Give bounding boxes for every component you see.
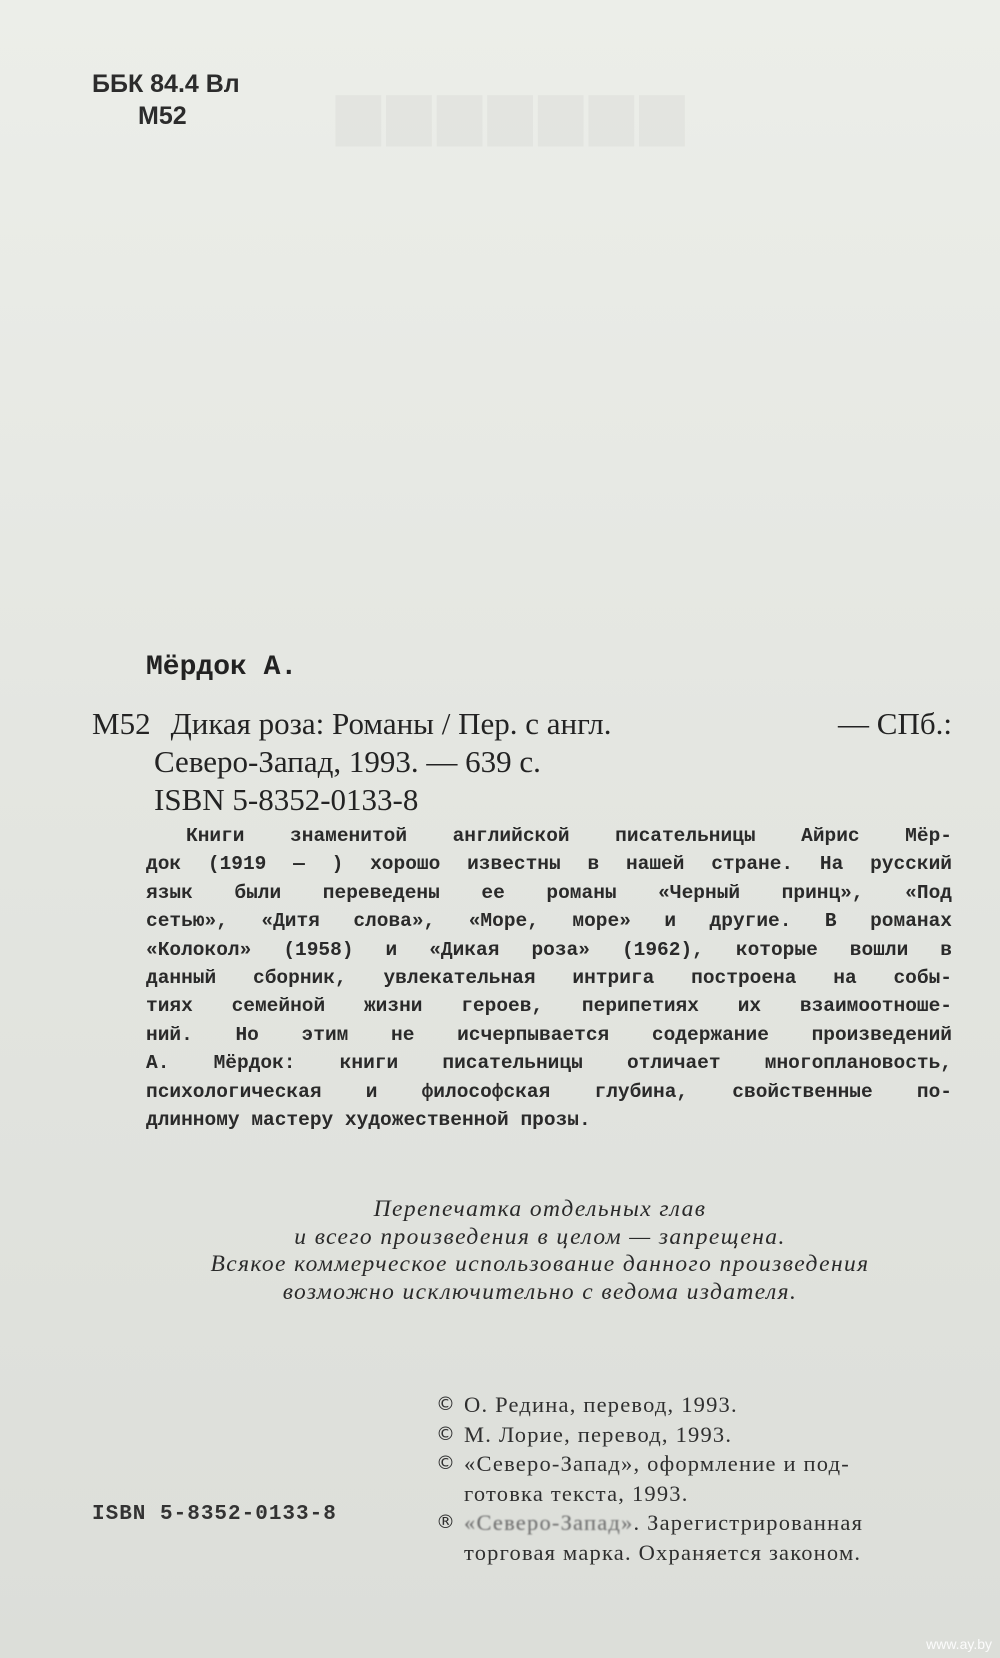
annotation-paragraph [146, 822, 952, 1134]
copyright-icon: © [436, 1393, 457, 1415]
author-mark-code: М52 [138, 102, 187, 130]
notice-line: Перепечатка отдельных глав [373, 1196, 707, 1222]
copyright-text: «Северо-Запад», оформление и под- [464, 1451, 850, 1477]
bib-title: Дикая роза: Романы / Пер. с англ. [170, 706, 612, 741]
bib-line-1 [92, 705, 952, 743]
bib-publisher-city: — СПб.: [838, 706, 952, 741]
notice-line: и всего произведения в целом — запрещена. [294, 1223, 786, 1250]
trademark-text-rest: . Зарегистрированная [633, 1510, 864, 1536]
annotation-line: док (1919 — ) хорошо известны в нашей стране. На русский [146, 853, 952, 876]
copyright-icon: © [436, 1422, 457, 1445]
bib-line-2: Северо-Запад, 1993. — 639 с. [154, 744, 541, 779]
bib-mark: М52 [92, 706, 151, 741]
isbn-footer: ISBN 5-8352-0133-8 [92, 1503, 337, 1526]
copyright-item [436, 1390, 956, 1420]
notice-line: Всякое коммерческое использование данного произведения [210, 1251, 870, 1277]
reprint-notice [140, 1196, 940, 1306]
copyright-item [436, 1420, 956, 1450]
annotation-line: Книги знаменитой английской писательницы Айрис Мёр- [186, 825, 952, 847]
copyright-text: О. Редина, перевод, 1993. [464, 1392, 738, 1417]
annotation-line: психологическая и философская глубина, свойственные по- [146, 1080, 952, 1103]
annotation-line: сетью», «Дитя слова», «Море, море» и другие. В романах [146, 910, 952, 933]
annotation-line: «Колокол» (1958) и «Дикая роза» (1962), которые вошли в [146, 938, 952, 961]
copyright-text: М. Лорие, перевод, 1993. [464, 1421, 733, 1447]
copyright-text-continued: готовка текста, 1993. [464, 1480, 689, 1506]
copyright-block [436, 1390, 956, 1568]
bleed-through-shadow: ▆▆▆▆▆▆▆ [330, 80, 685, 145]
bibliographic-description [92, 705, 952, 819]
annotation-line: данный сборник, увлекательная интрига построена на собы- [146, 967, 952, 990]
annotation-line: длинному мастеру художественной прозы. [146, 1109, 591, 1132]
smudged-publisher-name: «Северо-Запад» [464, 1510, 634, 1536]
notice-line: возможно исключительно с ведома издателя. [282, 1278, 798, 1305]
annotation-line: тиях семейной жизни героев, перипетиях их взаимоотноше- [146, 995, 952, 1018]
annotation-line: ний. Но этим не исчерпывается содержание произведений [146, 1023, 952, 1046]
site-watermark: www.ay.by [926, 1636, 992, 1652]
registered-trademark-icon: ® [436, 1511, 457, 1534]
bbk-classification [92, 68, 240, 132]
trademark-text [464, 1508, 863, 1538]
annotation-line: язык были переведены ее романы «Черный принц», «Под [146, 881, 952, 904]
author-heading: Мёрдок А. [146, 652, 298, 683]
bbk-code: ББК 84.4 Вл [92, 70, 240, 98]
bib-isbn: ISBN 5-8352-0133-8 [154, 782, 419, 817]
copyright-item [436, 1449, 956, 1479]
copyright-icon: © [436, 1452, 457, 1475]
trademark-text-continued: торговая марка. Охраняется законом. [464, 1539, 862, 1565]
annotation-line: А. Мёрдок: книги писательницы отличает многоплановость, [146, 1052, 952, 1075]
trademark-item [436, 1508, 956, 1538]
